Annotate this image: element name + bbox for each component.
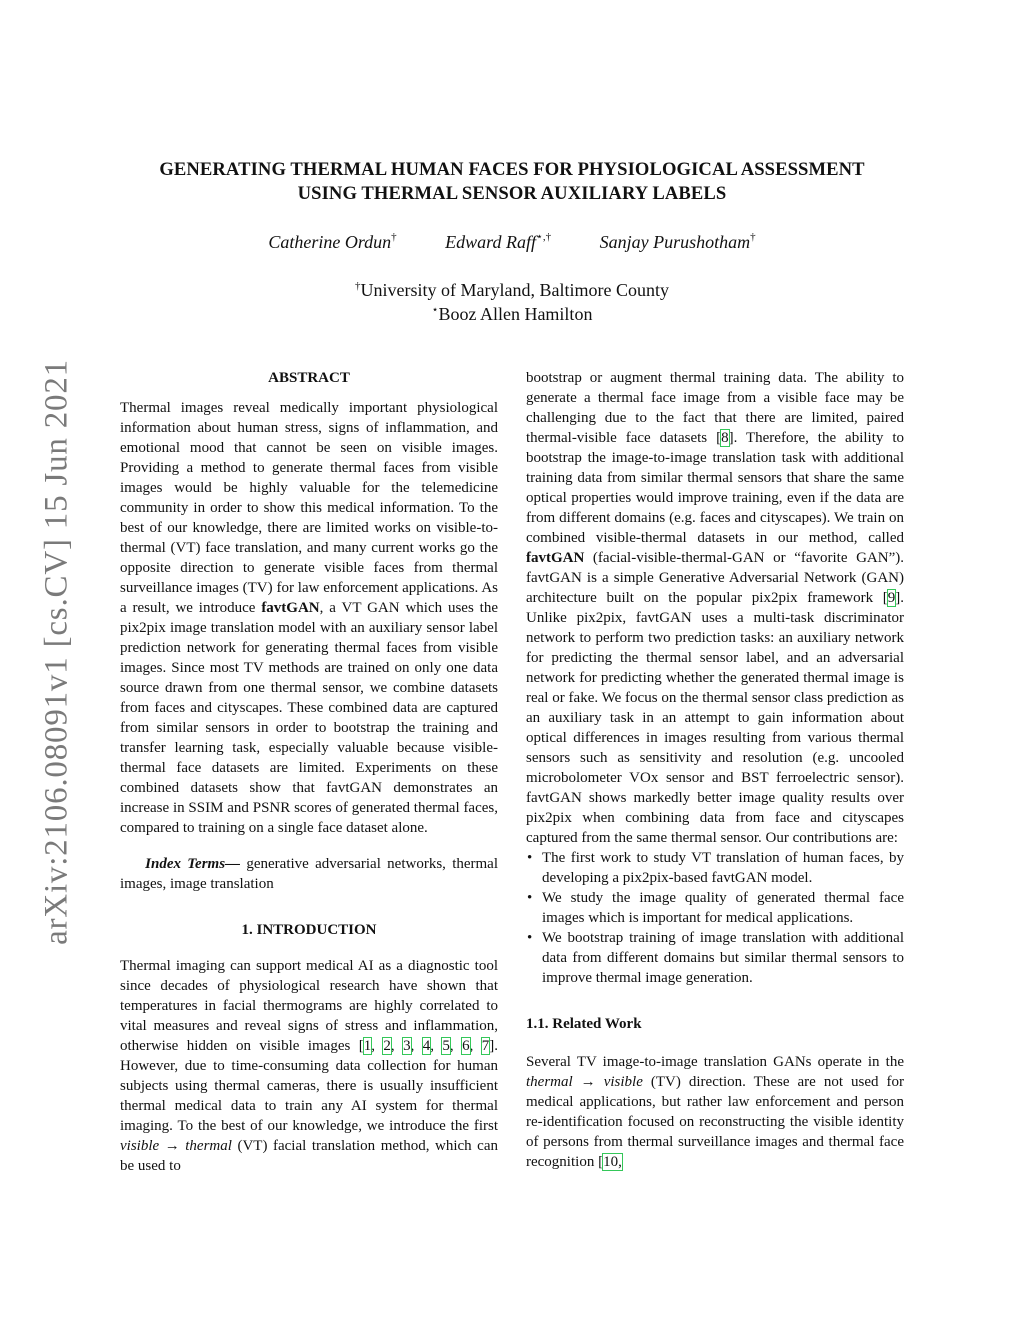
citation-link[interactable]: 4 — [422, 1038, 431, 1054]
paper-title — [100, 158, 924, 206]
model-name: favtGAN — [526, 550, 585, 566]
contributions-list — [526, 848, 904, 988]
citation-link[interactable]: 7 — [481, 1038, 490, 1054]
list-item — [526, 888, 904, 928]
math-thermal: thermal — [526, 1074, 573, 1090]
author-2 — [445, 230, 551, 254]
citation-link[interactable]: 10, — [603, 1154, 622, 1170]
affiliation-mark: ⋆ — [431, 304, 439, 316]
bullet: • — [527, 890, 533, 906]
author-mark: ⋆,† — [536, 231, 552, 243]
body-text-part: (TV) direction. These are not used for medical applications, but rather law enforcement and person re-identification focused on reconstructing the visible identity of persons from thermal surveillance images and thermal face recognition [ — [526, 1074, 905, 1170]
list-item-text: We study the image quality of generated thermal face images which is important for medical applications. — [542, 890, 904, 926]
abstract-text-part: , a VT GAN which uses the pix2pix image translation model with an auxiliary sensor label prediction network for generating thermal faces from visible images. Since most TV methods are trained on only one data source drawn from one thermal sensor, we combine datasets from faces and cityscapes. These combined data are captured from similar sensors in order to bootstrap the training and transfer learning task, especially valuable because visible-thermal face datasets are limited. Experiments on these combined datasets show that favtGAN demonstrates an increase in SSIM and PSNR scores of generated thermal faces, compared to training on a single face dataset alone. — [120, 600, 498, 836]
list-item — [526, 848, 904, 888]
index-terms-text: generative adversarial networks, thermal images, image translation — [120, 856, 499, 892]
math-visible: visible — [120, 1138, 160, 1154]
right-column — [526, 368, 904, 1172]
affiliation-mark: † — [355, 280, 361, 292]
title-line-1: GENERATING THERMAL HUMAN FACES FOR PHYSIOLOGICAL ASSESSMENT — [159, 159, 865, 180]
affiliation-1 — [100, 278, 924, 302]
list-item — [526, 928, 904, 988]
affiliation-2 — [100, 302, 924, 326]
author-name: Catherine Ordun — [268, 232, 392, 252]
author-mark: † — [750, 231, 756, 243]
list-item-text: The first work to study VT translation of human faces, by developing a pix2pix-based favtGAN model. — [542, 850, 904, 886]
math-visible: visible — [603, 1074, 643, 1090]
intro-text-part: (VT) facial translation method, which can be used to — [120, 1138, 499, 1174]
model-name: favtGAN — [261, 600, 320, 616]
affiliation-name: University of Maryland, Baltimore County — [360, 280, 669, 300]
list-item-text: We bootstrap training of image translation with additional data from different domains but similar thermal sensors to improve thermal image generation. — [542, 930, 904, 986]
title-line-2: USING THERMAL SENSOR AUXILIARY LABELS — [297, 183, 727, 204]
citation-link[interactable]: 2 — [383, 1038, 391, 1054]
index-terms — [120, 854, 498, 894]
arxiv-identifier: arXiv:2106.08091v1 [cs.CV] 15 Jun 2021 — [38, 359, 75, 945]
citation-link[interactable]: 1 — [363, 1038, 372, 1054]
intro-text-part: ]. However, due to time-consuming data collection for human subjects using thermal cameras, there is usually insufficient thermal medical data to train any AI system for thermal imaging. To the best of our knowledge, we introduce the first — [120, 1038, 499, 1134]
right-column-text — [526, 368, 904, 848]
author-name: Edward Raff — [445, 232, 537, 252]
abstract-text — [120, 398, 498, 838]
math-thermal: thermal — [185, 1138, 232, 1154]
abstract-text-part: Thermal images reveal medically important physiological information about human stress, signs of inflammation, and emotional mood that cannot be seen on visible images. Providing a method to generate thermal faces from visible images would be highly valuable for the telemedicine community in order to show this medical information. To the best of our knowledge, there are limited works on visible-to-thermal (VT) face translation, and many current works go the opposite direction to generate visible faces from thermal surveillance images (TV) for law enforcement applications. As a result, we introduce — [120, 400, 498, 616]
body-text-part: ]. Unlike pix2pix, favtGAN uses a multi-task discriminator network to perform two prediction tasks: an auxiliary network for predicting the thermal sensor label, and an adversarial network for predicting whether the generated thermal image is real or fake. We focus on the thermal sensor class prediction as an auxiliary task in an attempt to gain information about optical differences in images resulting from various thermal sensors such as sensitivity and resolution (e.g. uncooled microbolometer VOx sensor and BST ferroelectric sensor). favtGAN shows markedly better image quality results over pix2pix when combining data from face and cityscapes captured from the same thermal sensor. Our contributions are: — [526, 590, 904, 846]
body-text-part: (facial-visible-thermal-GAN or “favorite GAN”). favtGAN is a simple Generative Adversarial Network (GAN) architecture built on the popular pix2pix framework [ — [526, 550, 904, 606]
body-text-part: bootstrap or augment thermal training data. The ability to generate a thermal face image from a visible face may be challenging due to the fact that there are limited, paired thermal-visible face datasets [ — [526, 370, 904, 446]
citation-link[interactable]: 5 — [442, 1038, 450, 1054]
left-column — [120, 368, 498, 1176]
citation-link[interactable]: 8 — [721, 430, 729, 446]
abstract-heading: ABSTRACT — [268, 370, 350, 386]
affiliations — [100, 278, 924, 326]
body-text-part: ]. Therefore, the ability to bootstrap the image-to-image translation task with additional training data from similar thermal sensors that share the same optical properties would improve training, even if the data are from different domains (e.g. faces and cityscapes). We train on combined visible-thermal datasets in our method, called — [526, 430, 904, 546]
citation-link[interactable]: 9 — [887, 590, 896, 606]
affiliation-name: Booz Allen Hamilton — [438, 304, 593, 324]
author-1 — [268, 230, 396, 254]
bullet: • — [527, 850, 533, 866]
introduction-heading: 1. INTRODUCTION — [241, 922, 377, 938]
author-mark: † — [391, 231, 397, 243]
arxiv-sidebar — [0, 0, 90, 1325]
math-arrow: → — [572, 1074, 604, 1090]
related-work-text — [526, 1052, 904, 1172]
related-work-heading: 1.1. Related Work — [526, 1016, 642, 1032]
math-arrow: → — [159, 1138, 186, 1154]
index-terms-label: Index Terms— — [145, 856, 241, 872]
author-3 — [600, 230, 756, 254]
body-text-part: Several TV image-to-image translation GANs operate in the — [526, 1054, 904, 1070]
bullet: • — [527, 930, 533, 946]
citation-link[interactable]: 3 — [403, 1038, 411, 1054]
author-name: Sanjay Purushotham — [599, 232, 751, 252]
author-list — [100, 230, 924, 254]
intro-text-part: Thermal imaging can support medical AI as a diagnostic tool since decades of physiological research have shown that temperatures in facial thermograms are highly correlated to vital measures and reveal signs of stress and inflammation, otherwise hidden on visible images [ — [120, 958, 498, 1054]
introduction-text: Thermal imaging can support medical AI as a diagnostic tool since decades of physiological research have shown that temperatures in facial thermograms are highly correlated to vital measures and reveal signs of stress and inflammation, otherwise hidden on visible images [1, 2, 3, 4, 5, 6, 7]. However, due to time-consuming data collection for human subjects using thermal cameras, there is usually insufficient thermal medical data to train any AI system for thermal imaging. To the best of our knowledge, we introduce the first visible → thermal (VT) facial translation method, which can be used to — [120, 958, 499, 1174]
citation-link[interactable]: 6 — [462, 1038, 470, 1054]
